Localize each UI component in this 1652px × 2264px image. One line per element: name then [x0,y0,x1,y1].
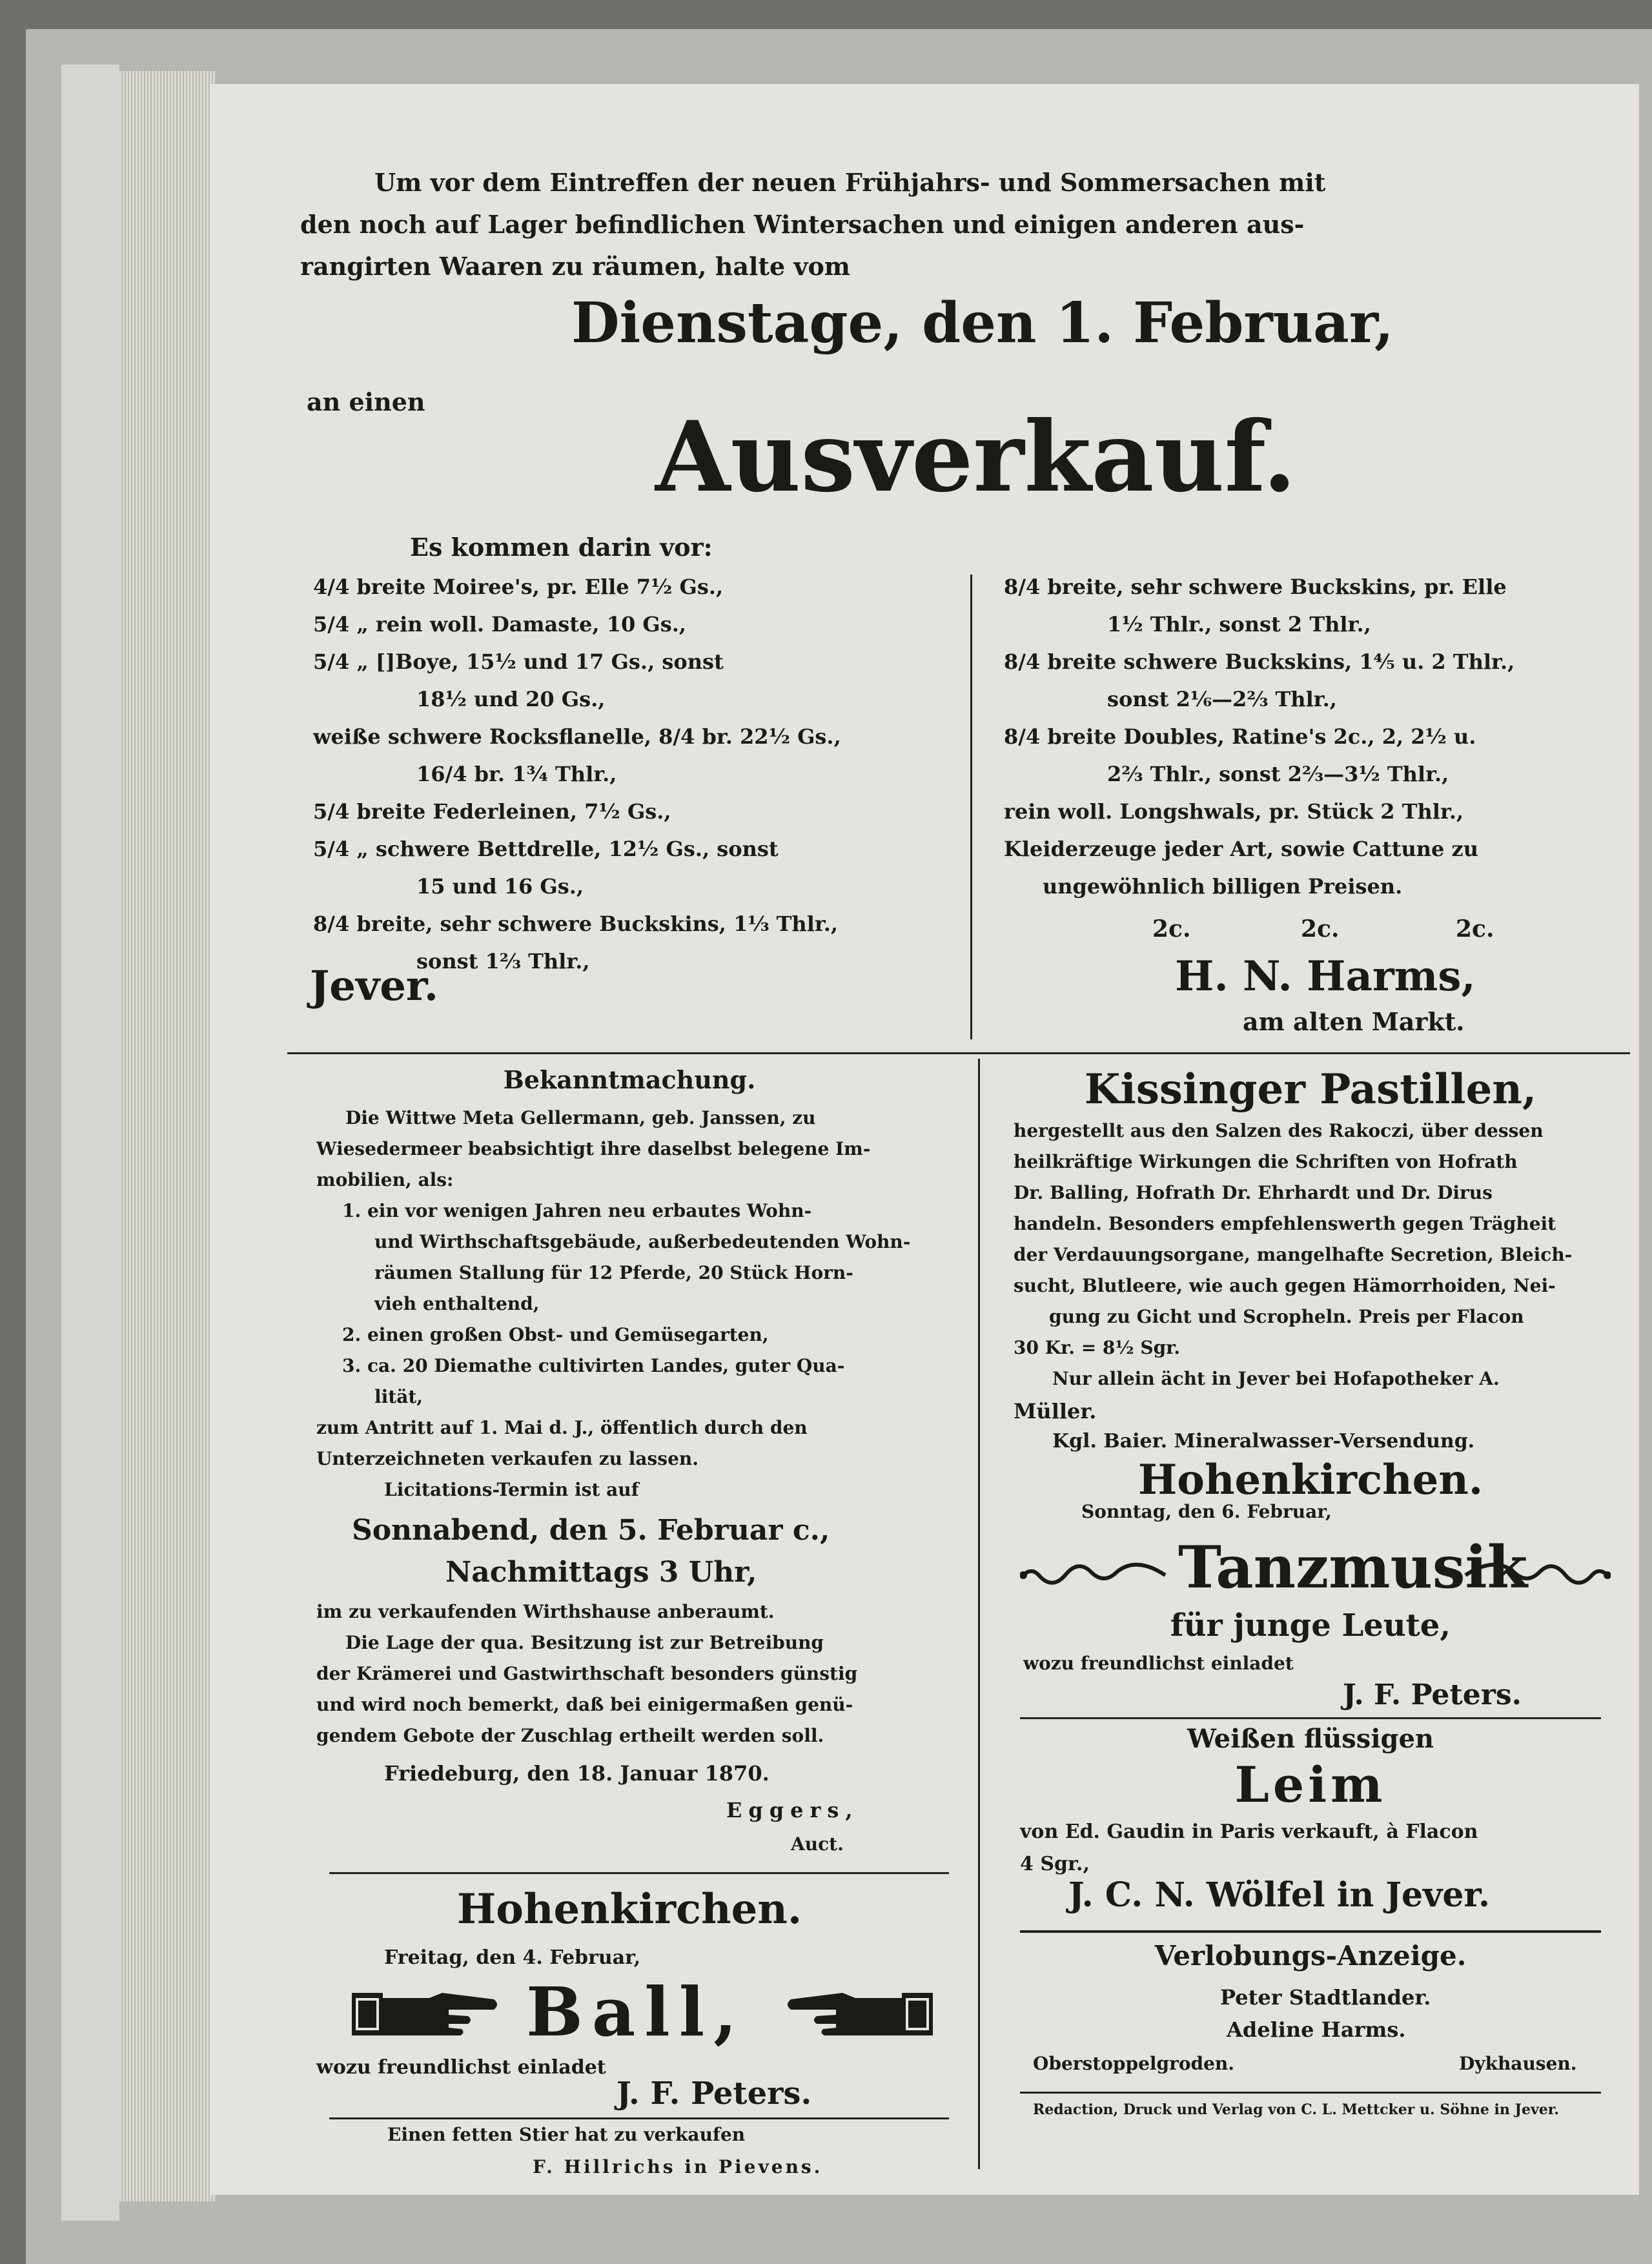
item-left-5: weiße schwere Rocksflanelle, 8/4 br. 22½ Gs., [313,724,841,749]
leim-title: Leim [1234,1756,1387,1813]
bekanntmachung-title: Bekanntmachung. [503,1065,756,1094]
an-einen: an einen [307,387,425,416]
pointing-hand-left-icon [784,1979,933,2050]
past-line-9: Nur allein ächt in Jever bei Hofapotheker A. [1052,1368,1500,1389]
bek-line-2: Wiesedermeer beabsichtigt ihre daselbst belegene Im- [316,1138,871,1159]
ausverkauf-headline: Ausverkauf. [655,400,1297,514]
past-line-1: hergestellt aus den Salzen des Rakoczi, über dessen [1014,1120,1544,1141]
item-left-1: 4/4 breite Moiree's, pr. Elle 7½ Gs., [313,575,724,599]
tanz-subtitle: für junge Leute, [1170,1607,1451,1644]
item-left-3: 5/4 „ []Boye, 15½ und 17 Gs., sonst [313,649,724,674]
book-spine [61,65,119,2221]
ball-place: Hohenkirchen. [456,1885,802,1933]
column-divider-top [970,575,972,1039]
past-line-7: gung zu Gicht und Scropheln. Preis per Flacon [1049,1306,1524,1327]
bek-line-1: Die Wittwe Meta Gellermann, geb. Janssen, zu [345,1107,816,1128]
bek-line-13: Licitations-Termin ist auf [384,1479,639,1500]
right-flourish-icon [1462,1553,1611,1598]
etc-1: 2c. [1152,915,1191,943]
tanz-host: J. F. Peters. [1343,1678,1522,1711]
bek-after-4: und wird noch bemerkt, daß bei einigermaßen genü- [316,1694,853,1715]
past-line-10: Müller. [1014,1399,1097,1423]
verlobung-place-2: Dykhausen. [1459,2053,1577,2074]
page-edges [119,71,216,2201]
item-left-11: sonst 1⅔ Thlr., [416,949,590,974]
bek-line-10: lität, [374,1386,423,1407]
pointing-hand-right-icon [352,1979,500,2050]
date-headline: Dienstage, den 1. Februar, [571,291,1394,356]
merchant-name: H. N. Harms, [1175,952,1476,1001]
item-right-7: rein woll. Longshwals, pr. Stück 2 Thlr., [1004,799,1464,824]
past-line-6: sucht, Blutleere, wie auch gegen Hämorrhoiden, Nei- [1014,1275,1556,1296]
stier-line-1: Einen fetten Stier hat zu verkaufen [387,2124,746,2145]
tanz-invite: wozu freundlichst einladet [1023,1653,1294,1674]
bek-after-5: gendem Gebote der Zuschlag ertheilt werden soll. [316,1725,824,1746]
item-right-4: sonst 2⅙—2⅔ Thlr., [1107,687,1337,711]
intro-line-2: den noch auf Lager befindlichen Wintersachen und einigen anderen aus- [300,210,1305,239]
section-rule [287,1052,1630,1054]
ball-host: J. F. Peters. [617,2075,812,2112]
pastillen-footer: Kgl. Baier. Mineralwasser-Versendung. [1052,1430,1475,1453]
etc-2: 2c. [1301,915,1340,943]
bek-after-2: Die Lage der qua. Besitzung ist zur Betreibung [345,1632,824,1653]
bek-after-1: im zu verkaufenden Wirthshause anberaumt. [316,1601,775,1622]
leim-seller: J. C. N. Wölfel in Jever. [1068,1875,1491,1915]
leim-line-1: Weißen flüssigen [1187,1724,1434,1754]
bek-line-4: 1. ein vor wenigen Jahren neu erbautes Wohn- [342,1200,812,1221]
bek-line-9: 3. ca. 20 Diemathe cultivirten Landes, guter Qua- [342,1355,845,1376]
item-left-9: 15 und 16 Gs., [416,874,584,899]
item-left-8: 5/4 „ schwere Bettdrelle, 12½ Gs., sonst [313,837,779,861]
bek-signer: Eggers, [726,1798,859,1822]
tanz-date: Sonntag, den 6. Februar, [1081,1501,1332,1522]
ball-title: Ball, [526,1972,746,2052]
bek-line-12: Unterzeichneten verkaufen zu lassen. [316,1448,699,1469]
bek-line-3: mobilien, als: [316,1169,454,1190]
tanz-place: Hohenkirchen. [1137,1456,1484,1504]
item-left-2: 5/4 „ rein woll. Damaste, 10 Gs., [313,612,686,637]
item-right-8: Kleiderzeuge jeder Art, sowie Cattune zu [1004,837,1478,861]
past-line-3: Dr. Balling, Hofrath Dr. Ehrhardt und Dr. Dirus [1014,1182,1493,1203]
pastillen-title: Kissinger Pastillen, [1084,1065,1537,1114]
item-right-5: 8/4 breite Doubles, Ratine's 2c., 2, 2½ u. [1004,724,1476,749]
stier-line-2: F. Hillrichs in Pievens. [533,2156,823,2177]
intro-line-1: Um vor dem Eintreffen der neuen Frühjahrs- und Sommersachen mit [374,168,1326,197]
item-left-6: 16/4 br. 1¾ Thlr., [416,762,617,786]
item-right-2: 1½ Thlr., sonst 2 Thlr., [1107,612,1371,637]
ball-invite: wozu freundlichst einladet [316,2056,606,2079]
verlobung-title: Verlobungs-Anzeige. [1154,1940,1467,1972]
newspaper-page [210,84,1639,2195]
verlobung-rule [1020,1930,1601,1933]
leim-line-3: 4 Sgr., [1020,1853,1090,1875]
past-line-8: 30 Kr. = 8½ Sgr. [1014,1337,1181,1358]
bek-place-date: Friedeburg, den 18. Januar 1870. [384,1761,770,1786]
merchant-address: am alten Markt. [1243,1007,1465,1036]
termin-date: Sonnabend, den 5. Februar c., [352,1514,830,1547]
imprint: Redaction, Druck und Verlag von C. L. Mettcker u. Söhne in Jever. [1033,2101,1559,2118]
bek-line-6: räumen Stallung für 12 Pferde, 20 Stück Horn- [374,1262,853,1283]
termin-time: Nachmittags 3 Uhr, [445,1556,757,1589]
ball-rule-top [329,1872,949,1874]
jever-place: Jever. [310,962,439,1010]
verlobung-name-1: Peter Stadtlander. [1220,1985,1431,2010]
past-line-2: heilkräftige Wirkungen die Schriften von Hofrath [1014,1151,1518,1172]
past-line-5: der Verdauungsorgane, mangelhafte Secretion, Bleich- [1014,1244,1573,1265]
es-kommen: Es kommen darin vor: [410,533,713,562]
bek-line-7: vieh enthaltend, [374,1293,540,1314]
past-line-4: handeln. Besonders empfehlenswerth gegen Trägheit [1014,1213,1556,1234]
column-divider-bottom [978,1059,980,2169]
verlobung-name-2: Adeline Harms. [1227,2017,1406,2042]
etc-3: 2c. [1456,915,1494,943]
item-right-9: ungewöhnlich billigen Preisen. [1043,874,1403,899]
item-right-1: 8/4 breite, sehr schwere Buckskins, pr. Elle [1004,575,1507,599]
item-left-7: 5/4 breite Federleinen, 7½ Gs., [313,799,671,824]
bek-line-11: zum Antritt auf 1. Mai d. J., öffentlich durch den [316,1417,808,1438]
item-right-3: 8/4 breite schwere Buckskins, 1⅘ u. 2 Thlr., [1004,649,1515,674]
imprint-rule [1020,2092,1601,2094]
stier-rule [329,2117,949,2119]
left-flourish-icon [1020,1553,1168,1598]
leim-rule [1020,1717,1601,1719]
item-left-10: 8/4 breite, sehr schwere Buckskins, 1⅓ Thlr., [313,912,839,936]
bek-line-5: und Wirthschaftsgebäude, außerbedeutenden Wohn- [374,1231,911,1252]
tanz-title: Tanzmusik [1178,1533,1528,1602]
bek-line-8: 2. einen großen Obst- und Gemüsegarten, [342,1324,769,1345]
item-right-6: 2⅔ Thlr., sonst 2⅔—3½ Thlr., [1107,762,1449,786]
item-left-4: 18½ und 20 Gs., [416,687,606,711]
ball-date: Freitag, den 4. Februar, [384,1946,641,1969]
bek-after-3: der Krämerei und Gastwirthschaft besonders günstig [316,1663,858,1684]
verlobung-place-1: Oberstoppelgroden. [1033,2053,1235,2074]
intro-line-3: rangirten Waaren zu räumen, halte vom [300,252,851,281]
leim-line-2: von Ed. Gaudin in Paris verkauft, à Flacon [1020,1820,1478,1843]
bek-signer-title: Auct. [791,1833,844,1855]
